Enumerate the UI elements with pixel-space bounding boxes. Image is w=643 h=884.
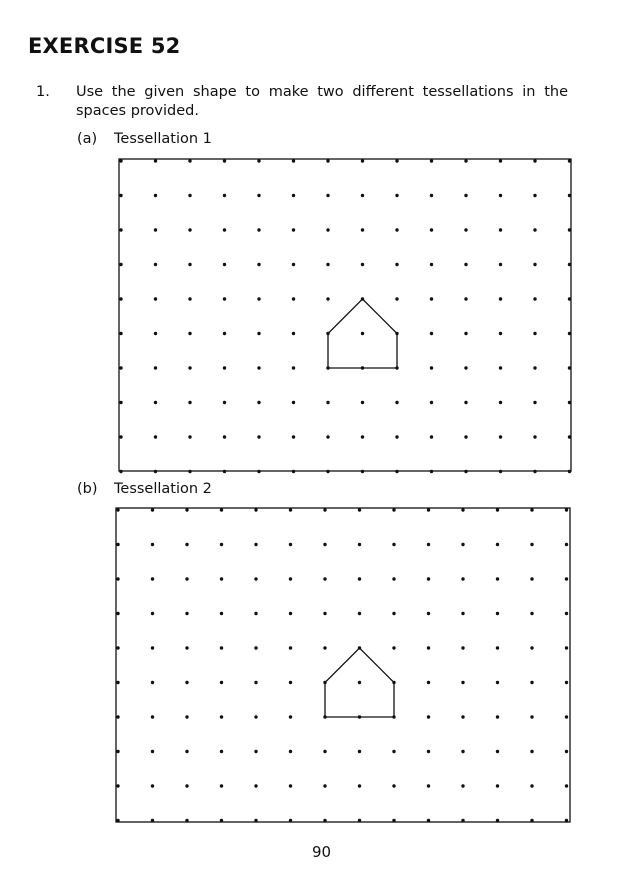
grid-dot bbox=[395, 263, 398, 266]
grid-dot bbox=[223, 263, 226, 266]
grid-dot bbox=[361, 228, 364, 231]
grid-dot bbox=[430, 194, 433, 197]
grid-dot bbox=[292, 263, 295, 266]
question-text: Use the given shape to make two different tessellations in the spaces provided. bbox=[76, 84, 568, 119]
grid-dot bbox=[427, 750, 430, 753]
grid-dot bbox=[326, 401, 329, 404]
grid-dot bbox=[464, 366, 467, 369]
grid-dot bbox=[220, 681, 223, 684]
grid-dot bbox=[292, 435, 295, 438]
grid-dot bbox=[257, 435, 260, 438]
grid-dot bbox=[395, 159, 398, 162]
grid-dot bbox=[254, 646, 257, 649]
grid-dot bbox=[326, 194, 329, 197]
grid-dot bbox=[116, 612, 119, 615]
grid-dot bbox=[530, 612, 533, 615]
grid-dot bbox=[257, 194, 260, 197]
grid-dot bbox=[188, 366, 191, 369]
grid-dot bbox=[223, 194, 226, 197]
grid-dot bbox=[464, 194, 467, 197]
grid-dot bbox=[392, 750, 395, 753]
grid-dot bbox=[220, 784, 223, 787]
grid-dot bbox=[220, 715, 223, 718]
grid-dot bbox=[568, 366, 571, 369]
grid-dot bbox=[361, 263, 364, 266]
grid-dot bbox=[461, 819, 464, 822]
grid-dot bbox=[427, 577, 430, 580]
grid-dot bbox=[289, 750, 292, 753]
grid-dot bbox=[154, 194, 157, 197]
grid-dot bbox=[185, 819, 188, 822]
grid-dot bbox=[568, 194, 571, 197]
grid-dot bbox=[119, 228, 122, 231]
grid-dot bbox=[257, 470, 260, 473]
grid-dot bbox=[257, 159, 260, 162]
grid-dot bbox=[185, 646, 188, 649]
grid-dot bbox=[257, 332, 260, 335]
grid-dot bbox=[395, 228, 398, 231]
grid-dot bbox=[361, 194, 364, 197]
part-b-title: Tessellation 2 bbox=[114, 481, 212, 497]
grid-dot bbox=[499, 332, 502, 335]
grid-dot bbox=[499, 228, 502, 231]
grid-dot bbox=[154, 435, 157, 438]
grid-dot bbox=[430, 366, 433, 369]
grid-dot bbox=[254, 715, 257, 718]
grid-dot bbox=[254, 508, 257, 511]
grid-dot bbox=[392, 577, 395, 580]
grid-dot bbox=[568, 297, 571, 300]
grid-dot bbox=[361, 401, 364, 404]
part-a-letter: (a) bbox=[77, 131, 98, 147]
grid-dot bbox=[568, 401, 571, 404]
grid-dot bbox=[188, 435, 191, 438]
grid-dot bbox=[565, 612, 568, 615]
grid-dot bbox=[430, 159, 433, 162]
grid-dot bbox=[499, 366, 502, 369]
grid-dot bbox=[223, 366, 226, 369]
grid-dot bbox=[530, 750, 533, 753]
grid-dot bbox=[223, 435, 226, 438]
grid-dot bbox=[220, 646, 223, 649]
grid-dot bbox=[392, 784, 395, 787]
grid-dot bbox=[496, 784, 499, 787]
grid-dot bbox=[565, 819, 568, 822]
grid-dot bbox=[392, 508, 395, 511]
grid-dot bbox=[464, 159, 467, 162]
grid-dot bbox=[565, 577, 568, 580]
grid-dot bbox=[427, 508, 430, 511]
grid-dot bbox=[323, 819, 326, 822]
grid-dot bbox=[427, 646, 430, 649]
grid-dot bbox=[464, 470, 467, 473]
grid-dot bbox=[533, 297, 536, 300]
grid-dot bbox=[496, 508, 499, 511]
grid-dot bbox=[151, 819, 154, 822]
grid-dot bbox=[358, 508, 361, 511]
grid-dot bbox=[496, 646, 499, 649]
grid-dot bbox=[323, 784, 326, 787]
grid-dot bbox=[568, 470, 571, 473]
grid-dot bbox=[292, 228, 295, 231]
grid-dot bbox=[565, 750, 568, 753]
grid-dot bbox=[116, 543, 119, 546]
grid-dot bbox=[464, 332, 467, 335]
grid-dot bbox=[223, 401, 226, 404]
grid-dot bbox=[361, 470, 364, 473]
grid-dot bbox=[430, 435, 433, 438]
grid-dot bbox=[254, 750, 257, 753]
grid-dot bbox=[427, 819, 430, 822]
grid-dot bbox=[289, 612, 292, 615]
grid-dot bbox=[499, 194, 502, 197]
grid-dot bbox=[151, 646, 154, 649]
grid-dot bbox=[565, 646, 568, 649]
grid-dot bbox=[185, 681, 188, 684]
grid-dot bbox=[323, 750, 326, 753]
grid-dot bbox=[154, 470, 157, 473]
grid-dot bbox=[461, 612, 464, 615]
tessellation-1-dot-grid[interactable] bbox=[112, 152, 574, 476]
grid-dot bbox=[119, 332, 122, 335]
grid-dot bbox=[151, 681, 154, 684]
grid-dot bbox=[116, 750, 119, 753]
grid-dot bbox=[116, 681, 119, 684]
grid-dot bbox=[361, 159, 364, 162]
grid-dot bbox=[464, 435, 467, 438]
grid-dot bbox=[464, 401, 467, 404]
grid-dot bbox=[533, 194, 536, 197]
grid-dot bbox=[496, 750, 499, 753]
grid-dot bbox=[530, 508, 533, 511]
grid-dot bbox=[530, 543, 533, 546]
grid-dot bbox=[151, 750, 154, 753]
grid-dot bbox=[358, 681, 361, 684]
grid-dot bbox=[461, 508, 464, 511]
grid-dot bbox=[395, 194, 398, 197]
grid-dot bbox=[292, 332, 295, 335]
grid-dot bbox=[116, 577, 119, 580]
grid-dot bbox=[220, 543, 223, 546]
grid-dot bbox=[530, 784, 533, 787]
grid-dot bbox=[326, 435, 329, 438]
grid-dot bbox=[289, 543, 292, 546]
grid-dot bbox=[568, 332, 571, 335]
grid-dot bbox=[188, 401, 191, 404]
grid-dot bbox=[530, 715, 533, 718]
grid-dot bbox=[119, 366, 122, 369]
grid-dot bbox=[464, 228, 467, 231]
grid-dot bbox=[530, 577, 533, 580]
grid-dot bbox=[461, 577, 464, 580]
grid-dot bbox=[119, 159, 122, 162]
grid-dot bbox=[220, 612, 223, 615]
grid-dot bbox=[326, 228, 329, 231]
grid-dot bbox=[116, 819, 119, 822]
grid-dot bbox=[119, 470, 122, 473]
grid-dot bbox=[496, 681, 499, 684]
grid-dot bbox=[565, 508, 568, 511]
grid-dot bbox=[188, 332, 191, 335]
grid-dot bbox=[254, 681, 257, 684]
grid-dot bbox=[358, 819, 361, 822]
grid-dot bbox=[530, 819, 533, 822]
grid-dot bbox=[430, 228, 433, 231]
grid-dot bbox=[188, 263, 191, 266]
grid-dot bbox=[361, 435, 364, 438]
grid-dot bbox=[427, 543, 430, 546]
grid-dot bbox=[151, 577, 154, 580]
grid-dot bbox=[499, 435, 502, 438]
grid-dot bbox=[188, 194, 191, 197]
grid-dot bbox=[119, 263, 122, 266]
grid-dot bbox=[568, 159, 571, 162]
grid-dot bbox=[395, 297, 398, 300]
grid-dot bbox=[430, 263, 433, 266]
grid-dot bbox=[292, 401, 295, 404]
grid-dot bbox=[220, 750, 223, 753]
grid-dot bbox=[461, 543, 464, 546]
grid-dot bbox=[292, 159, 295, 162]
grid-dot bbox=[289, 819, 292, 822]
grid-dot bbox=[358, 577, 361, 580]
grid-dot bbox=[292, 470, 295, 473]
grid-dot bbox=[154, 401, 157, 404]
grid-dot bbox=[220, 819, 223, 822]
grid-dot bbox=[257, 366, 260, 369]
grid-dot bbox=[358, 543, 361, 546]
grid-dot bbox=[361, 332, 364, 335]
grid-dot bbox=[185, 750, 188, 753]
grid-dot bbox=[185, 508, 188, 511]
grid-dot bbox=[499, 297, 502, 300]
grid-dot bbox=[116, 784, 119, 787]
grid-dot bbox=[116, 508, 119, 511]
grid-dot bbox=[499, 263, 502, 266]
grid-dot bbox=[289, 784, 292, 787]
grid-dot bbox=[392, 646, 395, 649]
grid-dot bbox=[326, 297, 329, 300]
grid-dot bbox=[154, 332, 157, 335]
grid-dot bbox=[188, 159, 191, 162]
grid-dot bbox=[154, 228, 157, 231]
grid-dot bbox=[185, 784, 188, 787]
grid-dot bbox=[257, 228, 260, 231]
grid-dot bbox=[568, 435, 571, 438]
grid-dot bbox=[154, 297, 157, 300]
grid-dot bbox=[568, 263, 571, 266]
grid-dot bbox=[496, 819, 499, 822]
grid-dot bbox=[151, 543, 154, 546]
grid-dot bbox=[188, 297, 191, 300]
grid-dot bbox=[289, 577, 292, 580]
grid-dot bbox=[323, 543, 326, 546]
grid-dot bbox=[496, 577, 499, 580]
grid-dot bbox=[427, 784, 430, 787]
grid-dot bbox=[289, 646, 292, 649]
grid-dot bbox=[427, 715, 430, 718]
grid-dot bbox=[395, 401, 398, 404]
grid-dot bbox=[530, 646, 533, 649]
grid-dot bbox=[461, 646, 464, 649]
page-number: 90 bbox=[311, 843, 332, 861]
grid-dot bbox=[533, 435, 536, 438]
grid-frame bbox=[119, 159, 571, 471]
grid-dot bbox=[292, 366, 295, 369]
grid-dot bbox=[323, 508, 326, 511]
grid-dot bbox=[220, 508, 223, 511]
grid-dot bbox=[289, 508, 292, 511]
grid-dot bbox=[461, 681, 464, 684]
grid-dot bbox=[326, 159, 329, 162]
grid-dot bbox=[254, 612, 257, 615]
grid-dot bbox=[292, 194, 295, 197]
grid-dot bbox=[119, 194, 122, 197]
question-number: 1. bbox=[36, 84, 50, 100]
grid-dot bbox=[185, 543, 188, 546]
grid-dot bbox=[533, 263, 536, 266]
grid-dot bbox=[499, 470, 502, 473]
grid-dot bbox=[254, 819, 257, 822]
exercise-heading: EXERCISE 52 bbox=[28, 34, 181, 58]
grid-dot bbox=[533, 228, 536, 231]
grid-dot bbox=[254, 784, 257, 787]
grid-dot bbox=[185, 715, 188, 718]
grid-dot bbox=[154, 263, 157, 266]
grid-dot bbox=[392, 543, 395, 546]
grid-dot bbox=[533, 159, 536, 162]
grid-dot bbox=[358, 750, 361, 753]
grid-dot bbox=[223, 228, 226, 231]
grid-dot bbox=[530, 681, 533, 684]
grid-dot bbox=[254, 577, 257, 580]
grid-dot bbox=[326, 263, 329, 266]
grid-dot bbox=[358, 784, 361, 787]
grid-dot bbox=[395, 435, 398, 438]
grid-dot bbox=[188, 228, 191, 231]
grid-dot bbox=[154, 366, 157, 369]
grid-dot bbox=[151, 612, 154, 615]
grid-dot bbox=[565, 681, 568, 684]
grid-dot bbox=[323, 577, 326, 580]
grid-dot bbox=[430, 401, 433, 404]
grid-dot bbox=[223, 332, 226, 335]
grid-dot bbox=[392, 819, 395, 822]
grid-dot bbox=[223, 297, 226, 300]
grid-dot bbox=[323, 612, 326, 615]
grid-dot bbox=[427, 681, 430, 684]
grid-dot bbox=[496, 715, 499, 718]
grid-dot bbox=[119, 401, 122, 404]
grid-dot bbox=[464, 297, 467, 300]
grid-dot bbox=[565, 543, 568, 546]
grid-dot bbox=[496, 543, 499, 546]
grid-dot bbox=[461, 784, 464, 787]
grid-dot bbox=[461, 715, 464, 718]
grid-dot bbox=[430, 332, 433, 335]
grid-dot bbox=[154, 159, 157, 162]
grid-dot bbox=[533, 332, 536, 335]
grid-dot bbox=[119, 297, 122, 300]
grid-dot bbox=[151, 784, 154, 787]
grid-dot bbox=[116, 715, 119, 718]
grid-dot bbox=[292, 297, 295, 300]
grid-dot bbox=[257, 401, 260, 404]
grid-dot bbox=[395, 470, 398, 473]
grid-dot bbox=[461, 750, 464, 753]
grid-dot bbox=[116, 646, 119, 649]
tessellation-2-dot-grid[interactable] bbox=[108, 502, 574, 826]
part-a-title: Tessellation 1 bbox=[114, 131, 212, 147]
part-b-letter: (b) bbox=[77, 481, 98, 497]
grid-dot bbox=[257, 297, 260, 300]
grid-dot bbox=[220, 577, 223, 580]
grid-dot bbox=[464, 263, 467, 266]
grid-dot bbox=[427, 612, 430, 615]
grid-dot bbox=[430, 297, 433, 300]
grid-dot bbox=[533, 366, 536, 369]
grid-dot bbox=[254, 543, 257, 546]
grid-dot bbox=[289, 715, 292, 718]
grid-dot bbox=[323, 646, 326, 649]
grid-dot bbox=[185, 612, 188, 615]
grid-dot bbox=[223, 159, 226, 162]
grid-dot bbox=[499, 401, 502, 404]
grid-dot bbox=[185, 577, 188, 580]
grid-dot bbox=[392, 612, 395, 615]
grid-dot bbox=[499, 159, 502, 162]
grid-dot bbox=[533, 470, 536, 473]
grid-dot bbox=[430, 470, 433, 473]
grid-dot bbox=[119, 435, 122, 438]
grid-dot bbox=[565, 715, 568, 718]
grid-dot bbox=[151, 508, 154, 511]
grid-dot bbox=[188, 470, 191, 473]
grid-dot bbox=[568, 228, 571, 231]
grid-dot bbox=[151, 715, 154, 718]
grid-dot bbox=[565, 784, 568, 787]
grid-dot bbox=[289, 681, 292, 684]
grid-dot bbox=[496, 612, 499, 615]
grid-dot bbox=[257, 263, 260, 266]
grid-dot bbox=[358, 612, 361, 615]
grid-dot bbox=[326, 470, 329, 473]
grid-dot bbox=[223, 470, 226, 473]
grid-dot bbox=[533, 401, 536, 404]
